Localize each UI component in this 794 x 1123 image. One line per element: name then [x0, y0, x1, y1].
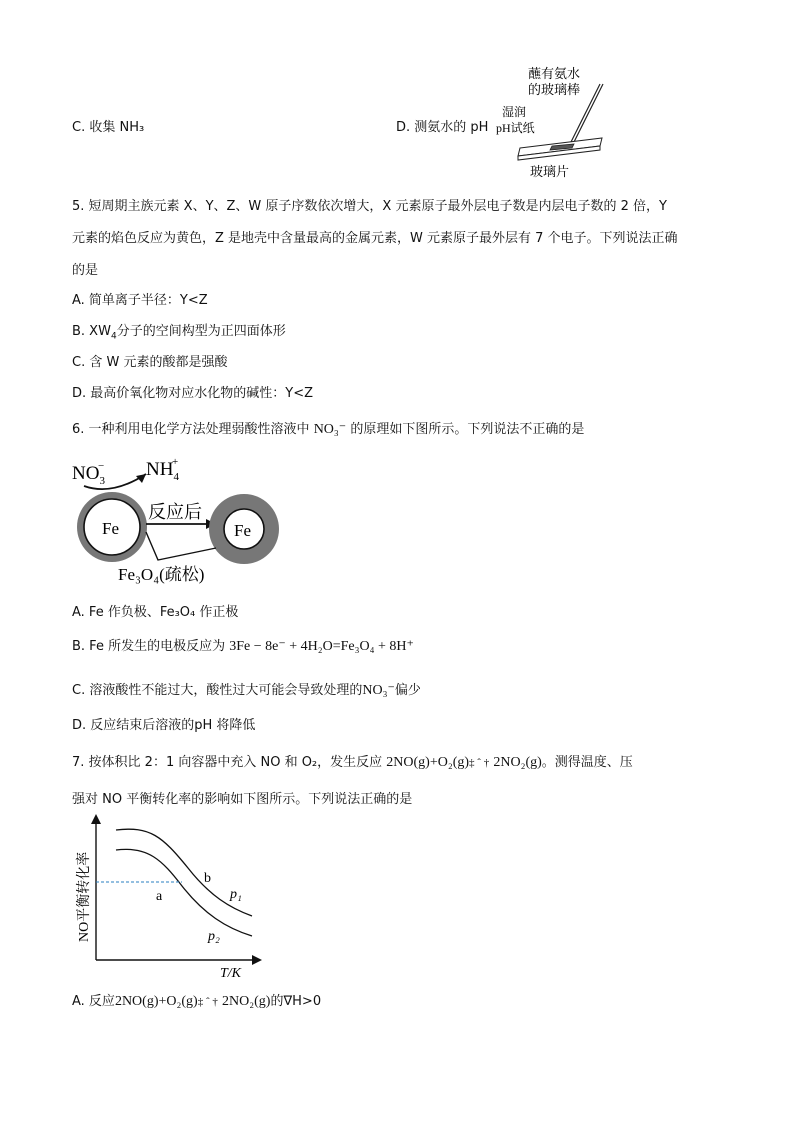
q5-stem-line3: 的是: [72, 263, 99, 278]
plate-label: 玻璃片: [530, 164, 570, 179]
q6-option-d: D. 反应结束后溶液的pH 将降低: [72, 718, 256, 733]
q4-option-c: C. 收集 NH₃: [72, 120, 145, 135]
q5-option-b: B. $XW_4$分子的空间构型为正四面体形: [72, 324, 286, 342]
q6-option-a: A. Fe 作负极、Fe₃O₄ 作正极: [72, 605, 239, 620]
wet-label-1: 湿润: [502, 105, 527, 119]
rod-label-1: 蘸有氨水: [528, 66, 581, 81]
wet-label-2: pH试纸: [496, 121, 535, 135]
q6-option-b: B. Fe 所发生的电极反应为 3Fe − 8e⁻ + 4H₂O=Fe₃O₄ + 8H⁺: [72, 639, 414, 654]
q5-stem-line2: 元素的焰色反应为黄色，Z 是地壳中含量最高的金属元素，W 元素原子最外层有 7 个电子。下列说法正确: [72, 231, 678, 246]
reactant-label: $NO_3-$: [72, 460, 105, 487]
arrow-label: 反应后: [148, 502, 202, 522]
q5-stem-line1: 5. 短周期主族元素 X、Y、Z、W 原子序数依次增大，X 元素原子最外层电子数是内层电子数的 2 倍，Y: [72, 199, 667, 214]
ph-test-figure: [490, 62, 630, 182]
q4-option-d: D. 测氨水的 pH: [396, 120, 489, 135]
oxide-pointer: [146, 532, 216, 560]
q5-option-a: A. 简单离子半径：Y<Z: [72, 293, 208, 308]
conversion-chart: [70, 812, 270, 980]
x-axis-label: T/K: [220, 966, 242, 980]
x-axis-arrow: [252, 955, 262, 965]
series-p1: [116, 829, 252, 916]
q5-option-d: D. 最高价氧化物对应水化物的碱性：Y<Z: [72, 386, 314, 401]
q5-option-c: C. 含 W 元素的酸都是强酸: [72, 355, 228, 370]
fe-label-right: Fe: [234, 521, 251, 540]
q7-stem-line2: 强对 NO 平衡转化率的影响如下图所示。下列说法正确的是: [72, 792, 413, 807]
y-axis-label: NO平衡转化率: [77, 851, 92, 942]
point-a-label: a: [156, 889, 163, 904]
p2-label: p₂: [208, 929, 220, 944]
fe-label-left: Fe: [102, 519, 119, 538]
q7-option-a: A. 反应2NO(g)+O₂(g)‡ ˆ † 2NO₂(g)的∇H>0: [72, 994, 322, 1009]
product-label: $NH_4+$: [146, 456, 179, 483]
no3-ion: NO₃⁻: [313, 422, 347, 437]
q6-stem: 6. 一种利用电化学方法处理弱酸性溶液中 NO₃⁻ 的原理如下图所示。下列说法不正确的是: [72, 422, 585, 437]
p1-label: p₁: [230, 887, 242, 902]
y-axis-arrow: [91, 814, 101, 824]
q6-option-c: C. 溶液酸性不能过大，酸性过大可能会导致处理的NO₃⁻偏少: [72, 683, 421, 698]
point-b-label: b: [204, 871, 211, 886]
fe-reaction-figure: [66, 452, 296, 592]
oxide-label: Fe₃O₄(疏松): [118, 565, 205, 584]
q7-stem-line1: 7. 按体积比 2：1 向容器中充入 NO 和 O₂，发生反应 2NO(g)+O₂(g)‡ ˆ † 2NO₂(g)。测得温度、压: [72, 755, 633, 770]
rod-label-2: 的玻璃棒: [528, 82, 581, 97]
